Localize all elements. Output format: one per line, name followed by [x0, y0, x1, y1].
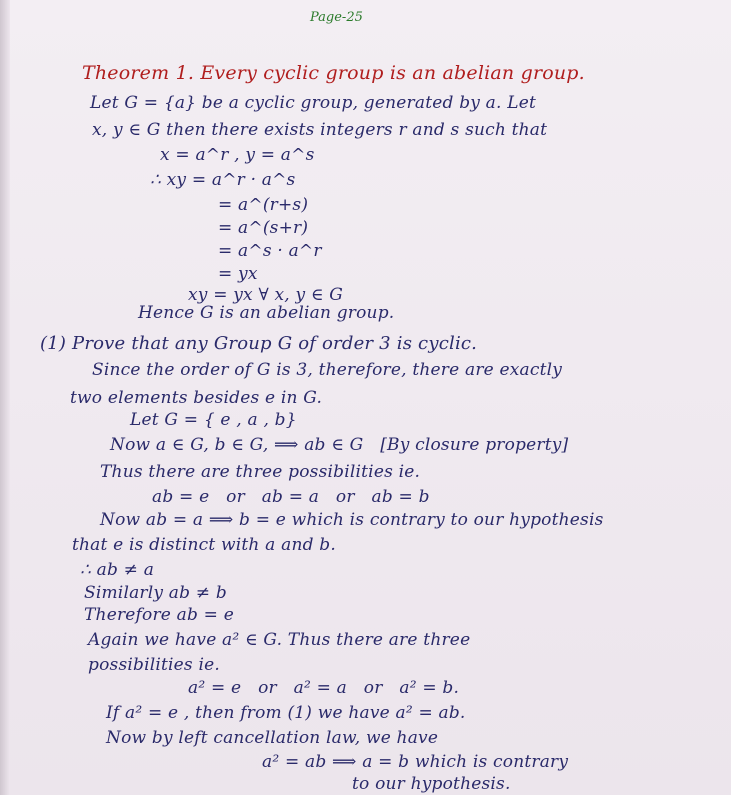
text-line: ∴ xy = a^r · a^s: [150, 170, 296, 190]
page-number: Page-25: [310, 10, 363, 25]
text-line: a² = e or a² = a or a² = b.: [188, 678, 460, 698]
text-line: = yx: [218, 264, 258, 284]
text-line: Now by left cancellation law, we have: [106, 728, 439, 748]
problem-heading: (1) Prove that any Group G of order 3 is cyclic.: [40, 333, 478, 354]
text-line: two elements besides e in G.: [70, 388, 323, 408]
text-line: that e is distinct with a and b.: [72, 535, 336, 555]
text-line: Again we have a² ∈ G. Thus there are three: [88, 630, 471, 650]
text-line: If a² = e , then from (1) we have a² = ab.: [106, 703, 466, 723]
text-line: x, y ∈ G then there exists integers r and s such that: [92, 120, 548, 140]
text-line: = a^(r+s): [218, 195, 309, 215]
text-line: possibilities ie.: [88, 655, 220, 675]
page-edge: [0, 0, 10, 795]
text-line: ab = e or ab = a or ab = b: [152, 487, 430, 507]
text-line: Therefore ab = e: [84, 605, 234, 625]
text-line: x = a^r , y = a^s: [160, 145, 315, 165]
text-line: xy = yx ∀ x, y ∈ G: [188, 285, 344, 305]
text-line: Let G = {a} be a cyclic group, generated by a. Let: [90, 93, 537, 113]
text-line: Let G = { e , a , b}: [130, 410, 297, 430]
theorem-heading: Theorem 1. Every cyclic group is an abelian group.: [82, 62, 585, 84]
text-line: Since the order of G is 3, therefore, there are exactly: [92, 360, 563, 380]
text-line: Similarly ab ≠ b: [84, 583, 227, 603]
text-line: ∴ ab ≠ a: [80, 560, 155, 580]
text-line: = a^s · a^r: [218, 241, 322, 261]
text-line: a² = ab ⟹ a = b which is contrary: [262, 752, 569, 772]
text-line: Hence G is an abelian group.: [138, 303, 395, 323]
text-line: = a^(s+r): [218, 218, 309, 238]
text-line: to our hypothesis.: [352, 774, 511, 794]
text-line: Now a ∈ G, b ∈ G, ⟹ ab ∈ G [By closure property]: [110, 435, 569, 455]
text-line: Now ab = a ⟹ b = e which is contrary to our hypothesis: [100, 510, 604, 530]
text-line: Thus there are three possibilities ie.: [100, 462, 421, 482]
